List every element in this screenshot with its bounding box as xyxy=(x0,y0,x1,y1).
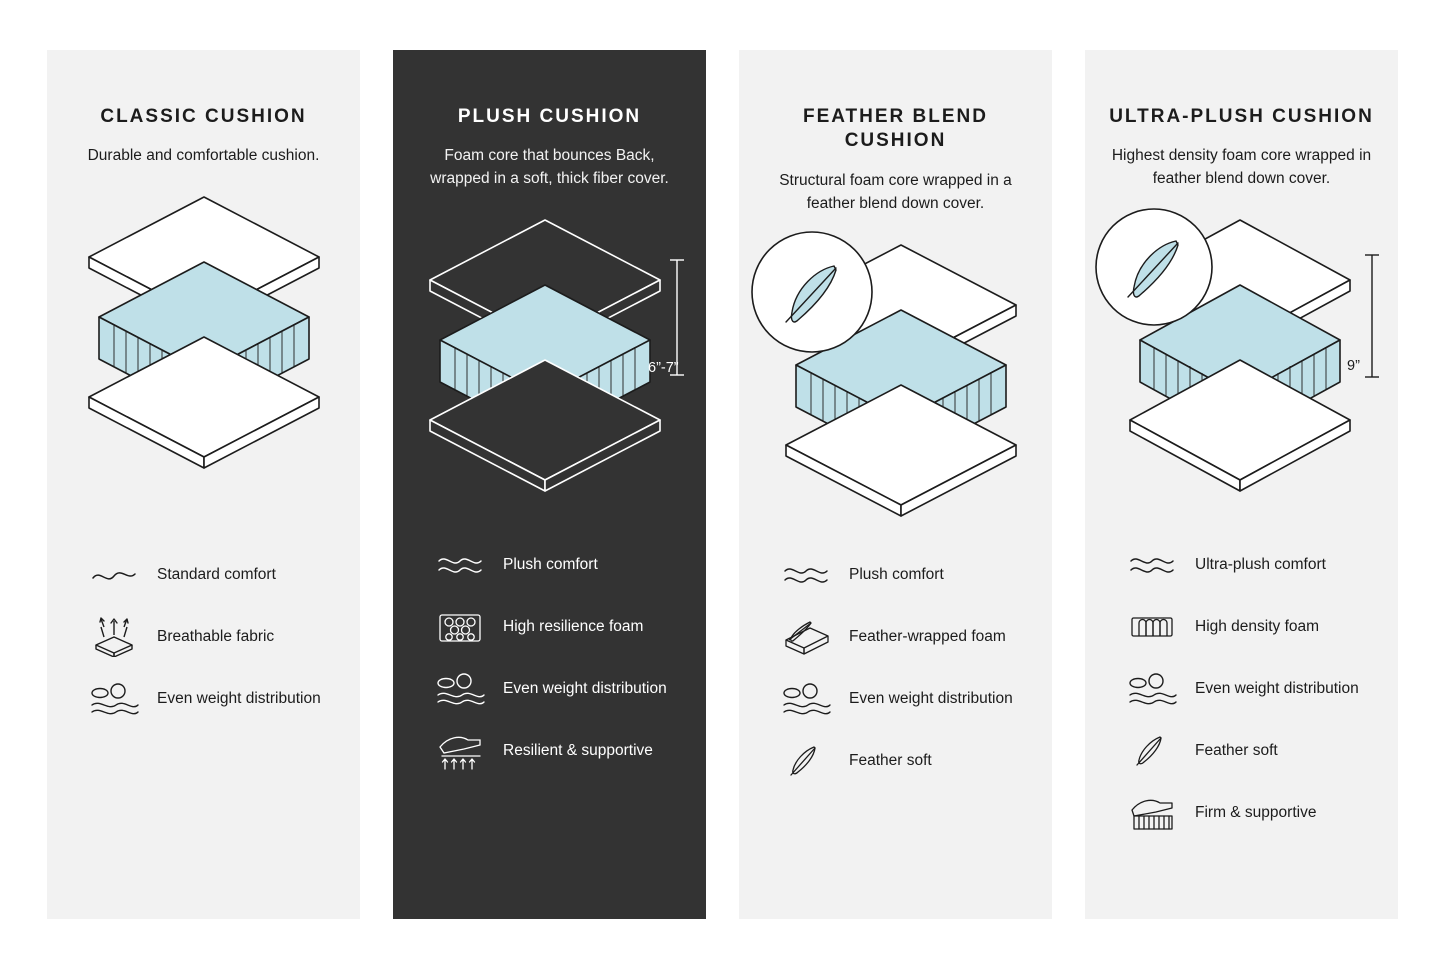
feature-list xyxy=(393,545,706,793)
cushion-layers-svg xyxy=(54,182,354,477)
feature-list xyxy=(47,555,360,741)
card-title: PLUSH CUSHION xyxy=(457,106,642,127)
exploded-cushion-diagram xyxy=(739,230,1052,525)
honeycomb-foam-icon xyxy=(433,607,487,647)
feature-label: Even weight distribution xyxy=(157,689,321,707)
feature-label: Resilient & supportive xyxy=(503,741,653,759)
feature-item xyxy=(1125,607,1362,647)
card-feather-blend-cushion xyxy=(739,50,1052,919)
feature-list xyxy=(1085,545,1398,855)
card-ultra-plush-cushion xyxy=(1085,50,1398,919)
feature-item xyxy=(779,617,1016,657)
measurement-label: 9” xyxy=(1347,358,1360,375)
wave-icon xyxy=(87,555,141,595)
feature-label: Breathable fabric xyxy=(157,627,275,645)
feature-list xyxy=(739,555,1052,803)
resilient-support-icon xyxy=(433,731,487,771)
feather-badge xyxy=(752,232,872,352)
feature-label: Even weight distribution xyxy=(849,689,1013,707)
cushion-layers-svg xyxy=(746,230,1046,525)
feature-item xyxy=(87,617,324,657)
card-classic-cushion xyxy=(47,50,360,919)
feature-label: Plush comfort xyxy=(503,555,598,573)
firm-support-icon xyxy=(1125,793,1179,833)
feature-item xyxy=(779,679,1016,719)
feature-label: High density foam xyxy=(1195,617,1320,635)
feature-item xyxy=(1125,669,1362,709)
feature-item xyxy=(87,555,324,595)
feature-item xyxy=(779,555,1016,595)
feature-label: Feather soft xyxy=(849,751,932,769)
card-subtitle: Highest density foam core wrapped in feather blend down cover. xyxy=(1111,147,1372,188)
feature-label: Plush comfort xyxy=(849,565,944,583)
feather-badge xyxy=(1096,209,1212,325)
feature-item xyxy=(1125,731,1362,771)
card-subtitle: Foam core that bounces Back, wrapped in a soft, thick fiber cover. xyxy=(430,147,669,188)
feature-label: Feather-wrapped foam xyxy=(849,627,1006,645)
high-density-foam-icon xyxy=(1125,607,1179,647)
wave-icon xyxy=(1125,545,1179,585)
feature-item xyxy=(433,545,670,585)
measurement-label: 6”-7” xyxy=(648,360,679,377)
feature-item xyxy=(1125,793,1362,833)
weight-distribution-icon xyxy=(779,679,833,719)
exploded-cushion-diagram xyxy=(1085,205,1398,500)
card-title: ULTRA-PLUSH CUSHION xyxy=(1109,106,1374,127)
feature-label: Firm & supportive xyxy=(1195,803,1317,821)
card-subtitle: Durable and comfortable cushion. xyxy=(87,147,320,165)
feature-label: Even weight distribution xyxy=(503,679,667,697)
feature-item xyxy=(433,669,670,709)
wave-icon xyxy=(779,555,833,595)
feature-label: Feather soft xyxy=(1195,741,1278,759)
feature-label: Ultra-plush comfort xyxy=(1195,555,1326,573)
card-plush-cushion xyxy=(393,50,706,919)
feature-label: Standard comfort xyxy=(157,565,276,583)
measurement-text-svg xyxy=(1347,353,1407,377)
weight-distribution-icon xyxy=(1125,669,1179,709)
exploded-cushion-diagram xyxy=(47,182,360,477)
feature-label: Even weight distribution xyxy=(1195,679,1359,697)
feature-item xyxy=(433,731,670,771)
weight-distribution-icon xyxy=(433,669,487,709)
breathable-fabric-icon xyxy=(87,617,141,657)
feature-item xyxy=(1125,545,1362,585)
feature-item xyxy=(779,741,1016,781)
weight-distribution-icon xyxy=(87,679,141,719)
feather-wrapped-foam-icon xyxy=(779,617,833,657)
card-subtitle: Structural foam core wrapped in a feather blend down cover. xyxy=(779,171,1012,212)
feather-icon xyxy=(779,741,833,781)
feature-item xyxy=(433,607,670,647)
wave-icon xyxy=(433,545,487,585)
feather-icon xyxy=(1125,731,1179,771)
feature-label: High resilience foam xyxy=(503,617,644,635)
card-title: FEATHER BLEND CUSHION xyxy=(802,106,989,152)
measurement-text-svg xyxy=(648,355,718,379)
feature-item xyxy=(87,679,324,719)
card-title: CLASSIC CUSHION xyxy=(100,106,307,127)
exploded-cushion-diagram xyxy=(393,205,706,500)
cushion-layers-svg xyxy=(400,205,700,500)
